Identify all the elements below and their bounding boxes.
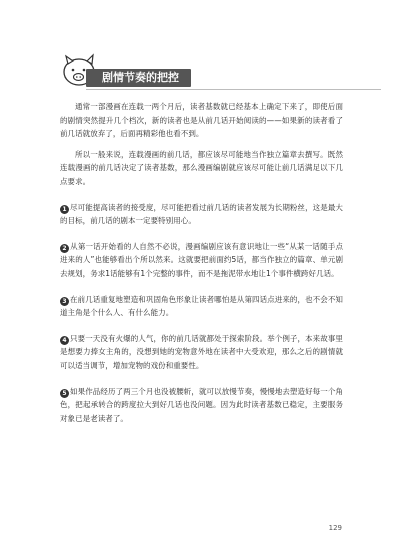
number-bullet: 5 bbox=[60, 389, 69, 398]
list-item bbox=[60, 385, 343, 426]
list-item-text: 如果作品经历了两三个月也没被腰斩，就可以放慢节奏，慢慢地去塑造好每一个角色，把起承转合的跨度拉大到好几话也没问题。因为此时读者基数已稳定，主要服务对象已是老读者了。 bbox=[60, 386, 343, 423]
number-bullet: 3 bbox=[60, 297, 69, 306]
paragraph: 通常一部漫画在连载一两个月后，读者基数就已经基本上确定下来了，即使后面的剧情突然提升几个档次，新的读者也是从前几话开始阅读的——如果新的读者看了前几话就放弃了，后面再精彩他也看不到。 bbox=[60, 102, 343, 139]
list-item-text: 尽可能提高读者的接受度，尽可能把看过前几话的读者发展为长期粉丝，这是最大的目标，前几话的剧本一定要特别用心。 bbox=[60, 202, 343, 226]
header-divider bbox=[86, 89, 381, 90]
section-header bbox=[60, 52, 360, 92]
list-item bbox=[60, 240, 343, 281]
number-bullet: 1 bbox=[60, 205, 69, 214]
section-title: 剧情节奏的把控 bbox=[86, 69, 191, 87]
list-item-text: 在前几话重复地塑造和巩固角色形象让读者哪怕是从第四话点进来的，也不会不知道主角是个什么人、有什么能力。 bbox=[60, 294, 343, 318]
list-item-text: 只要一天没有火爆的人气，你的前几话就都处于探索阶段。举个例子，本来故事里是想要力捧女主角的，没想到她的宠物意外地在读者中大受欢迎，那么之后的剧情就可以适当调节，增加宠物的戏份和重要性。 bbox=[60, 333, 343, 370]
paragraph: 所以一般来说，连载漫画的前几话，都应该尽可能地当作独立篇章去撰写。既然连载漫画的前几话决定了读者基数，那么漫画编剧就应该尽可能让前几话满足以下几点要求。 bbox=[60, 149, 343, 186]
list-item bbox=[60, 293, 343, 320]
list-item bbox=[60, 332, 343, 373]
body-text bbox=[60, 100, 343, 437]
number-bullet: 4 bbox=[60, 336, 69, 345]
number-bullet: 2 bbox=[60, 244, 69, 253]
list-item-text: 从第一话开始看的人自然不必说，漫画编剧应该有意识地让一些“从某一话随手点进来的人”也能够看出个所以然来。这就要把前面约5话，都当作独立的篇章、单元剧去规划，务求1话能够有1个完整的事件，而不是拖泥带水地让1个事件横跨好几话。 bbox=[60, 241, 343, 278]
page-number: 129 bbox=[328, 524, 342, 532]
list-item bbox=[60, 201, 343, 228]
